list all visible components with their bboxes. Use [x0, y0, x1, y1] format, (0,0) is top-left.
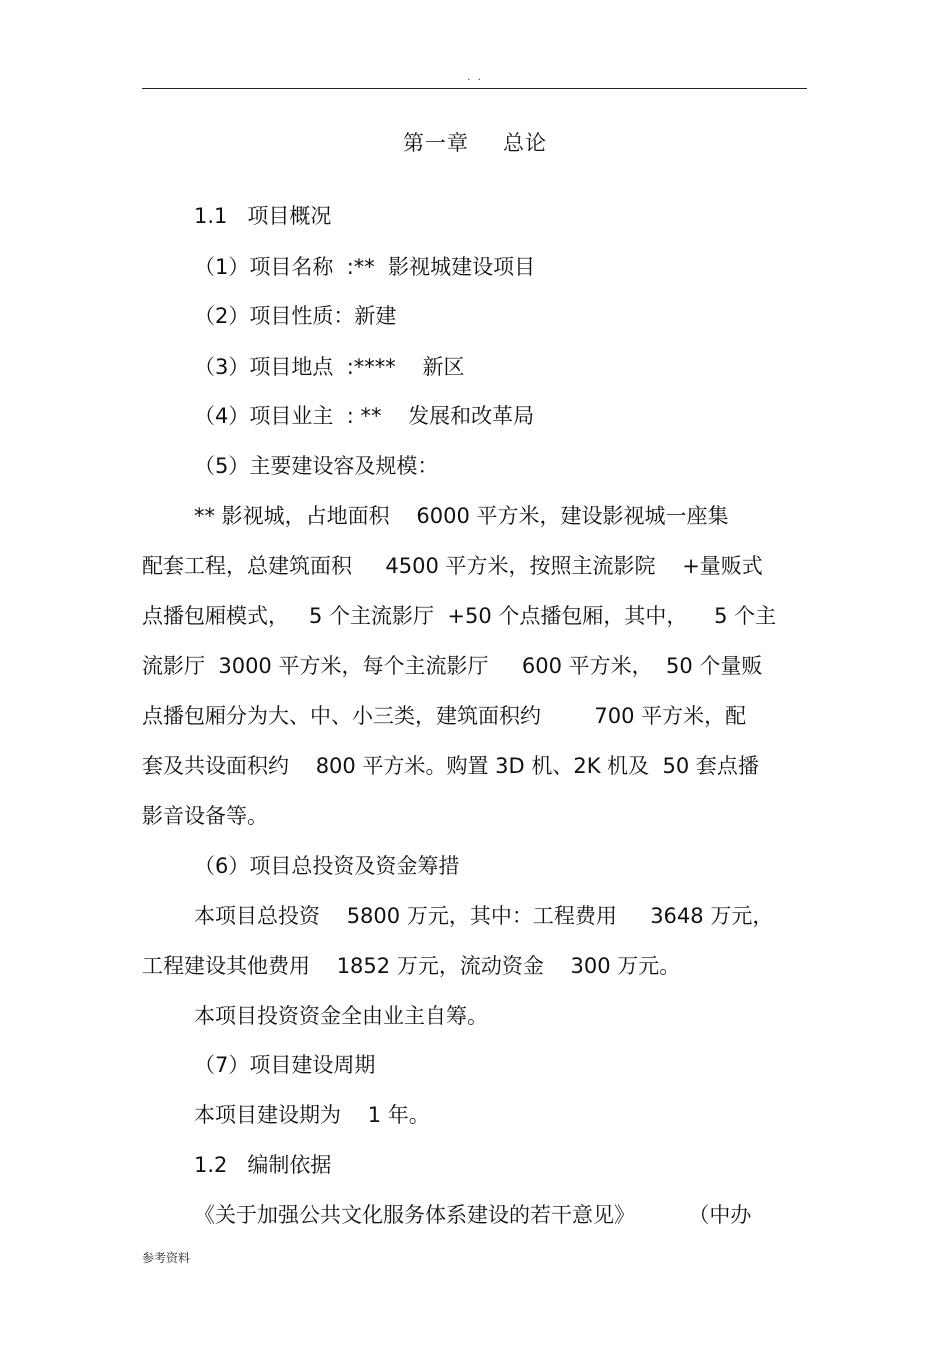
chapter-number: 第一章 [403, 131, 469, 155]
header-mark: . . [467, 72, 483, 83]
chapter-name: 总论 [503, 131, 547, 155]
list-item-period-heading: （7）项目建设周期 [194, 1053, 376, 1077]
paragraph-line: 流影厅 3000 平方米，每个主流影厅 600 平方米， 50 个量贩 [142, 654, 763, 678]
list-item-project-owner: （4）项目业主 : ** 发展和改革局 [194, 404, 535, 428]
paragraph-line: 本项目总投资 5800 万元，其中：工程费用 3648 万元， [194, 904, 774, 928]
section-heading-1-2: 1.2 编制依据 [194, 1153, 332, 1177]
paragraph-line: 本项目投资资金全由业主自筹。 [194, 1004, 488, 1028]
header-rule [142, 88, 807, 89]
list-item-project-nature: （2）项目性质：新建 [194, 304, 397, 328]
list-item-project-name: （1）项目名称 :** 影视城建设项目 [194, 255, 536, 279]
list-item-scope-heading: （5）主要建设容及规模： [194, 454, 439, 478]
list-item-investment-heading: （6）项目总投资及资金筹措 [194, 854, 460, 878]
paragraph-line: 《关于加强公共文化服务体系建设的若干意见》 （中办 [194, 1203, 752, 1227]
paragraph-line: 本项目建设期为 1 年。 [194, 1103, 430, 1127]
paragraph-line: 套及共设面积约 800 平方米。购置 3D 机、2K 机及 50 套点播 [142, 754, 759, 778]
footer-note: 参考资料 [142, 1251, 191, 1265]
chapter-title [0, 127, 950, 157]
paragraph-line: 影音设备等。 [142, 804, 268, 828]
paragraph-line: 点播包厢模式， 5 个主流影厅 +50 个点播包厢，其中， 5 个主 [142, 604, 777, 628]
paragraph-line: ** 影视城，占地面积 6000 平方米，建设影视城一座集 [194, 504, 729, 528]
paragraph-line: 点播包厢分为大、中、小三类，建筑面积约 700 平方米，配 [142, 704, 747, 728]
paragraph-line: 配套工程，总建筑面积 4500 平方米，按照主流影院 +量贩式 [142, 554, 763, 578]
paragraph-line: 工程建设其他费用 1852 万元，流动资金 300 万元。 [142, 954, 681, 978]
section-heading-1-1: 1.1 项目概况 [194, 204, 332, 228]
list-item-project-location: （3）项目地点 :**** 新区 [194, 355, 465, 379]
